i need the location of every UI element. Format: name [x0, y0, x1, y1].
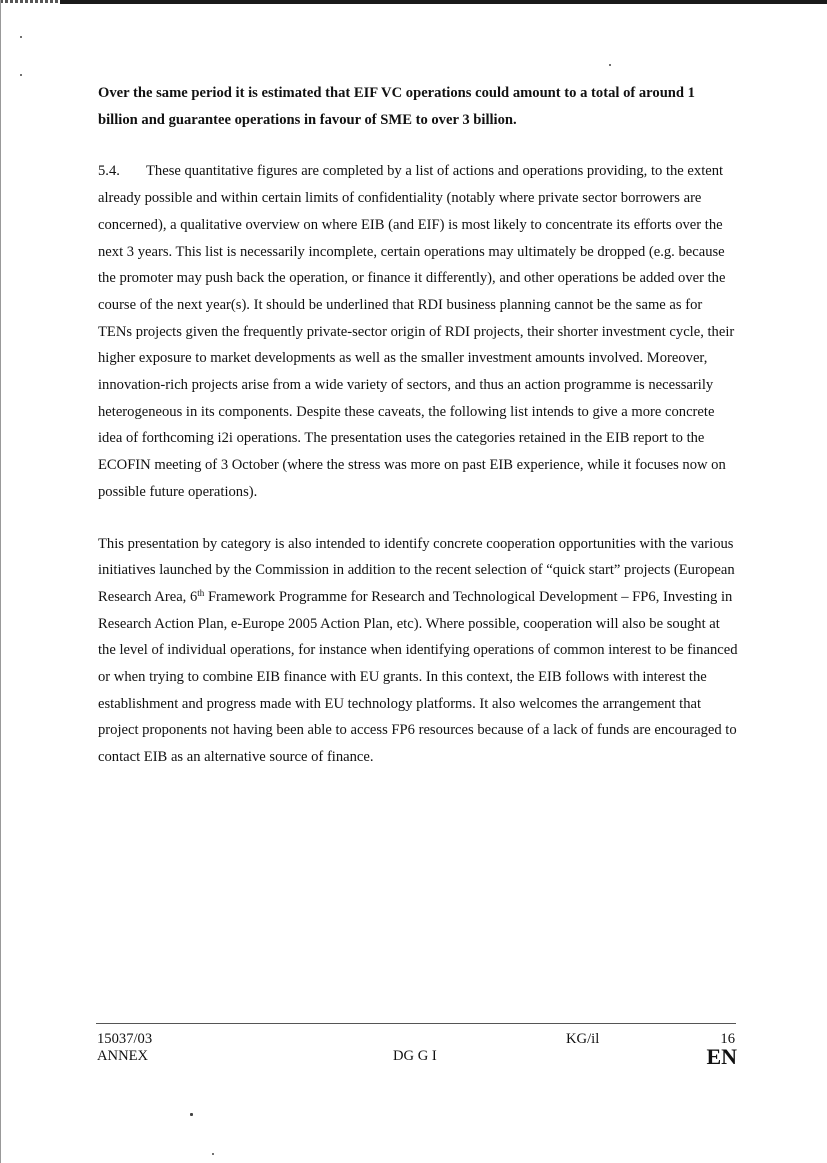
page-number: 16 — [720, 1031, 735, 1047]
scan-edge-top-left — [0, 0, 60, 3]
section-text: These quantitative figures are completed by a list of actions and operations providing, to the extent already possible and within certain limits of confidentiality (notably where private sector borrowers are concerned), a qualitative overview on where EIB (and EIF) is most likely to concentrate its efforts over the next 3 years. This list is necessarily incomplete, certain operations may ultimately be dropped (e.g. because the promoter may push back the operation, or finance it differently), and other operations be added over the course of the next year(s). It should be underlined that RDI business planning cannot be the same as for TENs projects given the frequently private-sector origin of RDI projects, their shorter investment cycle, their higher exposure to market developments as well as the smaller investment amounts involved. Moreover, innovation-rich projects arise from a wide variety of sectors, and thus an action programme is necessarily heterogeneous in its components. Despite these caveats, the following list intends to give a more concrete idea of forthcoming i2i operations. The presentation uses the categories retained in the EIB report to the ECOFIN meeting of 3 October (where the stress was more on past EIB experience, while it focuses now on possible future operations). — [98, 163, 735, 500]
cooperation-paragraph — [98, 531, 738, 771]
language-code: EN — [706, 1044, 737, 1069]
section-number: 5.4. — [98, 163, 120, 180]
ordinal-superscript: th — [197, 587, 205, 598]
annex-label: ANNEX — [97, 1048, 149, 1064]
lead-paragraph: Over the same period it is estimated that EIF VC operations could amount to a total of around 1 billion and guarantee operations in favour of SME to over 3 billion. — [98, 85, 695, 128]
scan-speck — [212, 1153, 214, 1155]
scan-speck — [20, 36, 22, 38]
scan-edge-left — [0, 0, 1, 1163]
document-reference: 15037/03 — [97, 1031, 153, 1047]
cooperation-text-part2: Framework Programme for Research and Technological Development – FP6, Investing in Research Action Plan, e-Europe 2005 Action Plan, etc). Where possible, cooperation will also be sought at the level of individual operations, for instance when identifying operations of common interest to be financed or when trying to combine EIB finance with EU grants. In this context, the EIB follows with interest the establishment and progress made with EU technology platforms. It also welcomes the arrangement that project proponents not having been able to access FP6 resources because of a lack of funds are encouraged to contact EIB as an alternative source of finance. — [98, 588, 738, 766]
department-code: DG G I — [393, 1048, 437, 1064]
scan-speck — [20, 74, 22, 76]
scan-speck — [609, 64, 611, 66]
scan-speck — [190, 1113, 193, 1116]
footer-divider — [96, 1023, 736, 1024]
cooperation-text-part1: This presentation by category is also intended to identify concrete cooperation opportunities with the various initiatives launched by the Commission in addition to the recent selection of “quick start” projects (European Research Area, 6 — [98, 535, 735, 605]
section-5-4-paragraph — [98, 158, 738, 505]
author-initials: KG/il — [566, 1031, 600, 1047]
scan-edge-top — [60, 0, 827, 4]
document-body — [98, 80, 738, 796]
